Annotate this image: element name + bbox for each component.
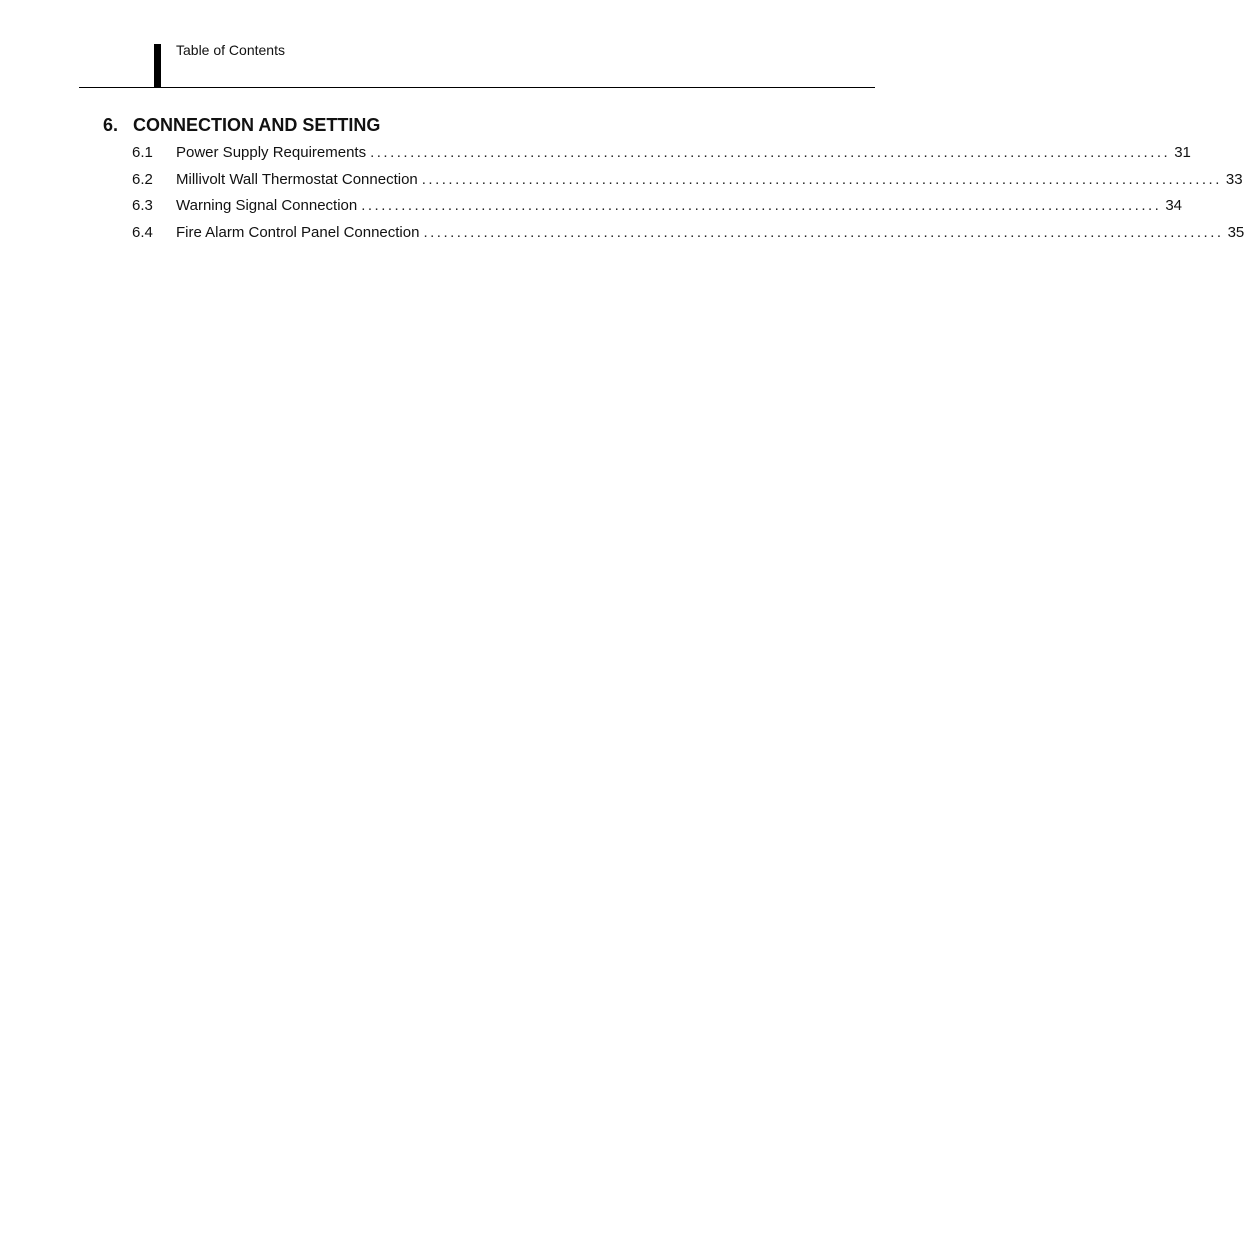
toc-entry-title: Millivolt Wall Thermostat Connection [176,170,418,188]
toc-dot-leader: ........................................................................................................................ [361,197,1162,215]
toc-entry-list [103,140,1244,246]
toc-entry-page: 33 [1225,170,1243,188]
toc-entry-page: 31 [1174,144,1191,162]
toc-entry-number: 6.4 [132,224,153,242]
toc-entry-warning-signal-connection[interactable] [103,193,1183,220]
toc-entry-title: Power Supply Requirements [176,144,367,162]
toc-entry-number: 6.3 [132,197,153,215]
toc-dot-leader: ........................................................................................................................ [423,224,1224,242]
toc-entry-page: 35 [1227,224,1244,242]
toc-entry-millivolt-wall-thermostat-connection[interactable] [103,167,1243,194]
section-title: CONNECTION AND SETTING [133,115,381,135]
header-accent-bar [154,44,161,88]
toc-entry-title: Fire Alarm Control Panel Connection [176,224,420,242]
header-divider [79,87,875,88]
section-number: 6. [103,115,119,135]
toc-dot-leader: ........................................................................................................................ [421,170,1222,188]
running-header-title: Table of Contents [176,42,285,58]
section-heading [103,114,866,136]
toc-dot-leader: ........................................................................................................................ [370,144,1171,162]
toc-entry-number: 6.2 [132,170,153,188]
toc-entry-page: 34 [1165,197,1183,215]
toc-entry-title: Warning Signal Connection [176,197,358,215]
toc-entry-power-supply-requirements[interactable] [103,140,1191,167]
toc-entry-fire-alarm-control-panel-connection[interactable] [103,220,1244,247]
toc-section-connection-and-setting [103,114,1244,246]
toc-entry-number: 6.1 [132,144,153,162]
